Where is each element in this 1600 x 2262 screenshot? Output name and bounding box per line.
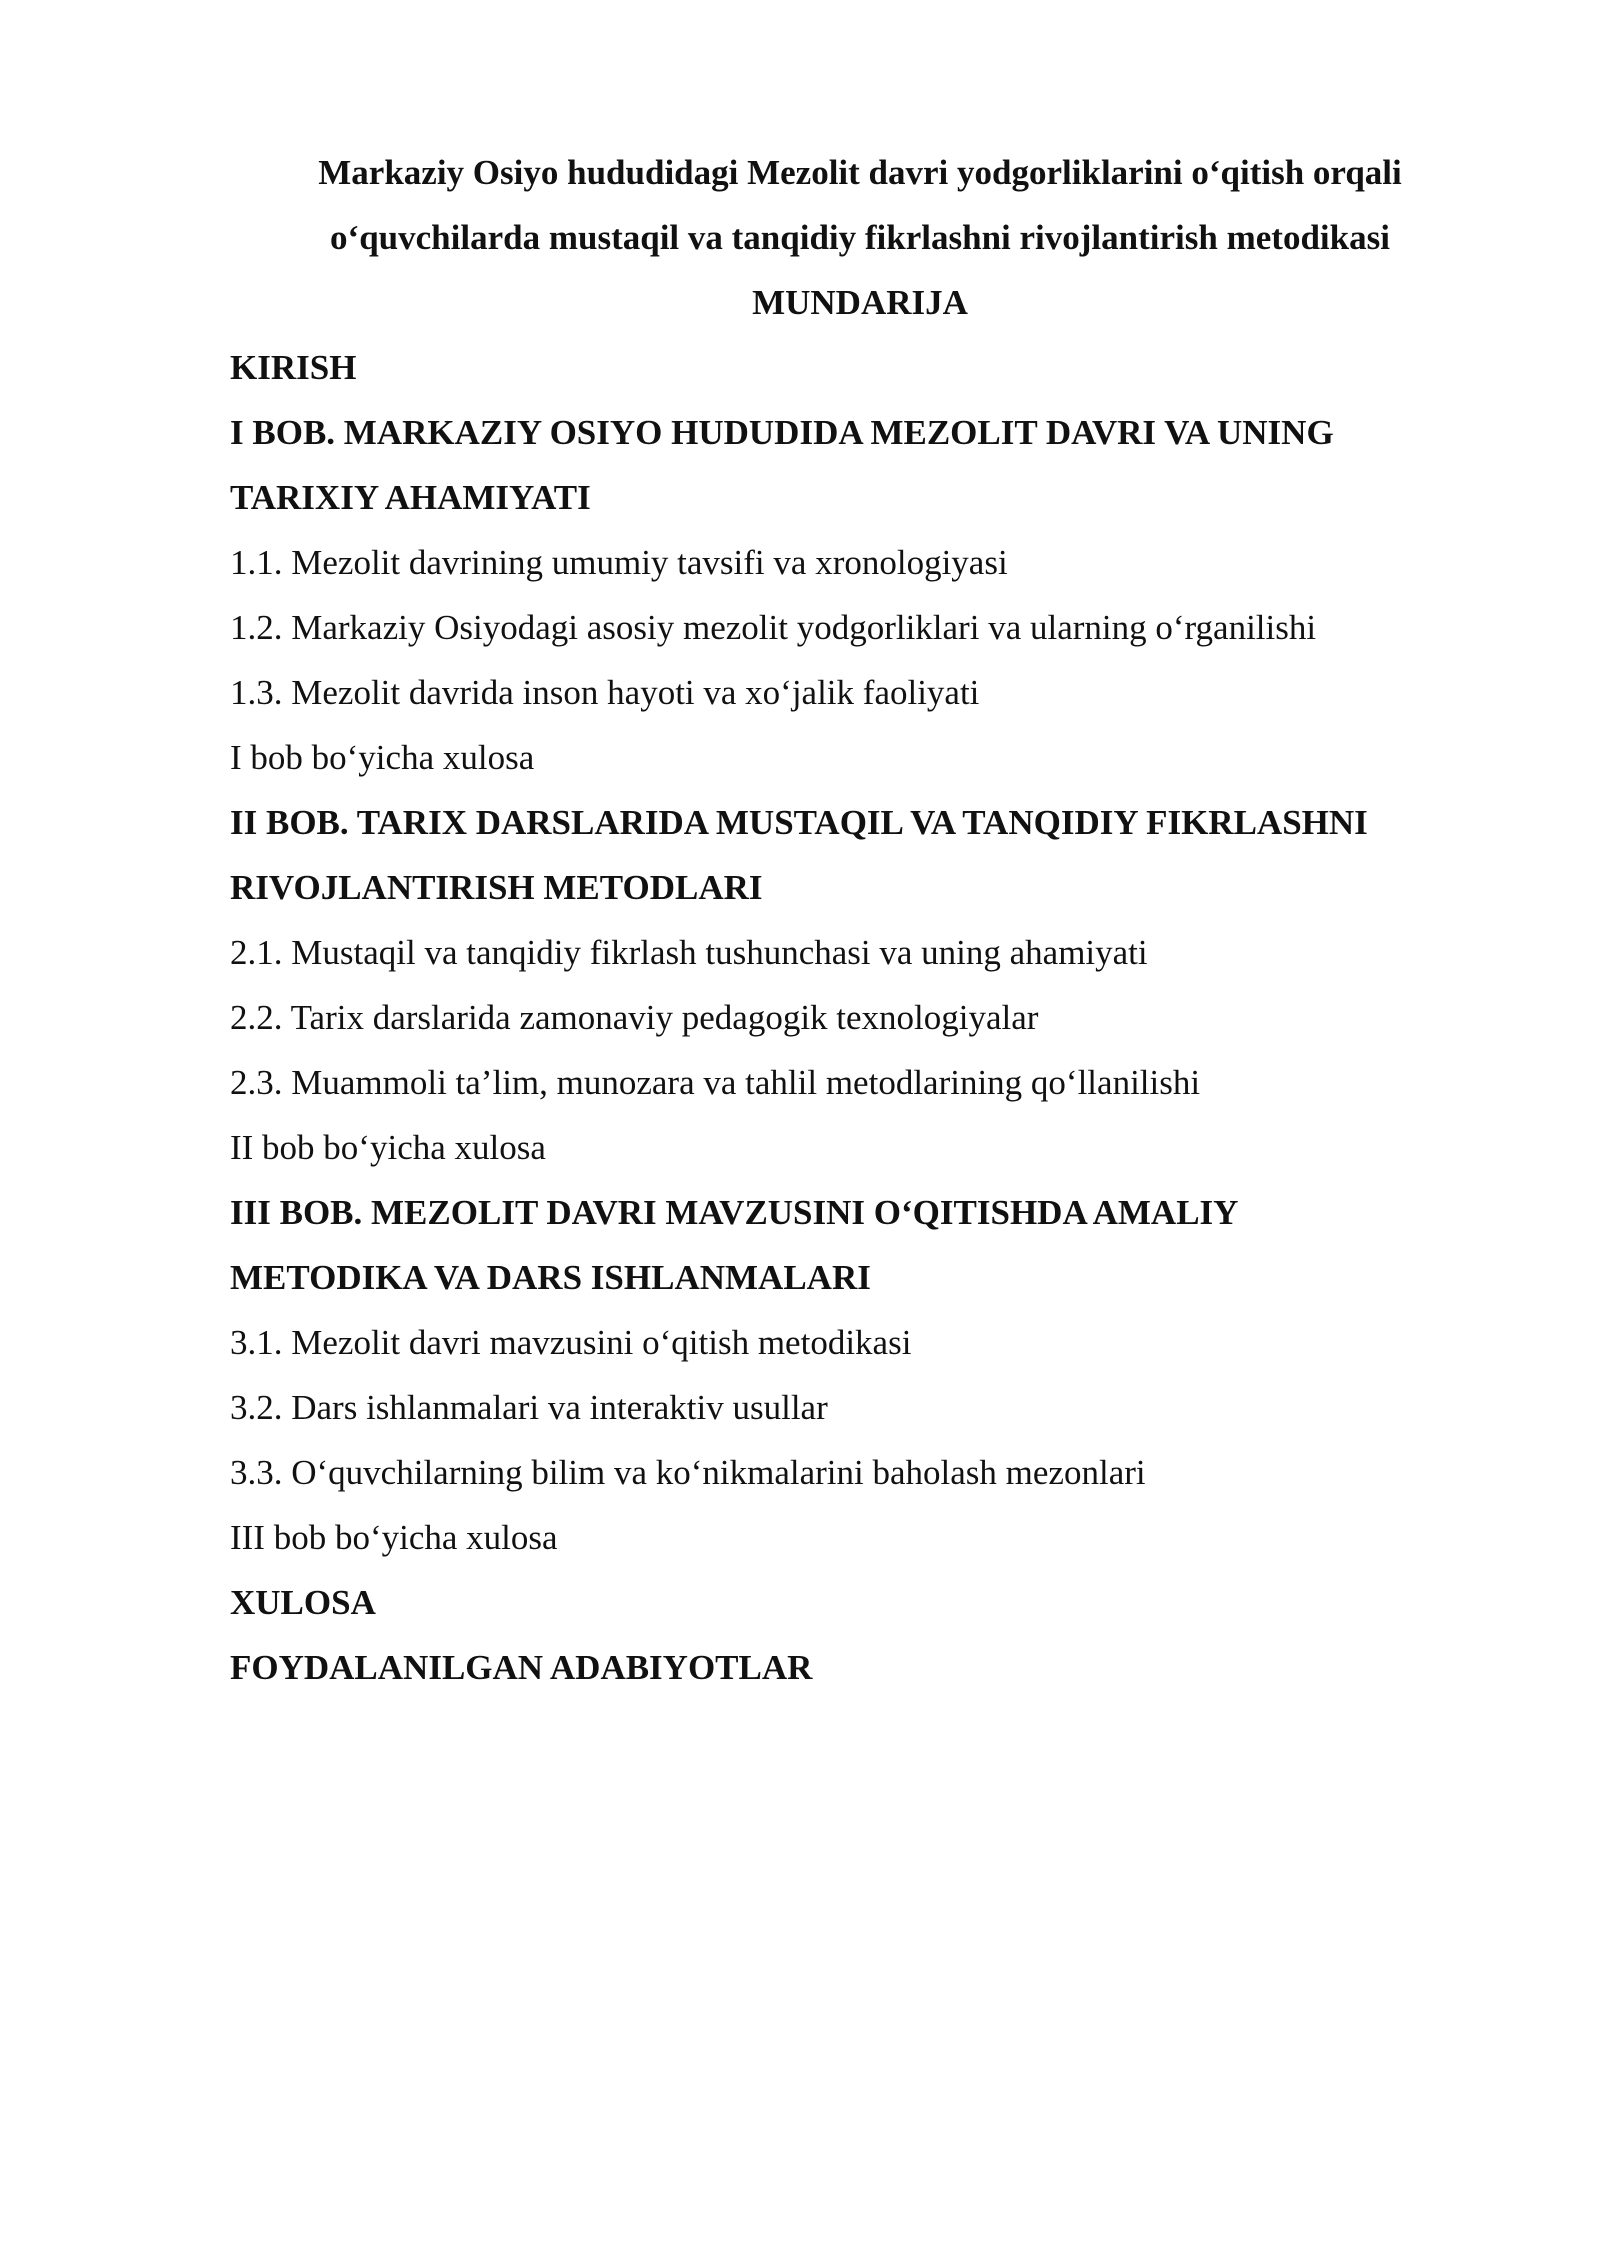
toc-heading: I BOB. MARKAZIY OSIYO HUDUDIDA MEZOLIT DAVRI VA UNING xyxy=(230,413,1334,452)
toc-heading: RIVOJLANTIRISH METODLARI xyxy=(230,868,763,907)
table-of-contents xyxy=(230,335,1550,1700)
toc-heading: II BOB. TARIX DARSLARIDA MUSTAQIL VA TANQIDIY FIKRLASHNI xyxy=(230,803,1368,842)
toc-entry: 2.3. Muammoli ta’lim, munozara va tahlil metodlarining qo‘llanilishi xyxy=(230,1063,1201,1102)
toc-entry: 2.1. Mustaqil va tanqidiy fikrlash tushunchasi va uning ahamiyati xyxy=(230,933,1148,972)
toc-heading: FOYDALANILGAN ADABIYOTLAR xyxy=(230,1648,813,1687)
toc-entry: I bob bo‘yicha xulosa xyxy=(230,738,535,777)
toc-entry: II bob bo‘yicha xulosa xyxy=(230,1128,546,1167)
toc-entry: 2.2. Tarix darslarida zamonaviy pedagogik texnologiyalar xyxy=(230,998,1039,1037)
toc-heading: KIRISH xyxy=(230,348,357,387)
toc-entry: 3.1. Mezolit davri mavzusini o‘qitish metodikasi xyxy=(230,1323,912,1362)
title-line-2: o‘quvchilarda mustaqil va tanqidiy fikrlashni rivojlantirish metodikasi xyxy=(330,218,1390,257)
toc-heading: III BOB. MEZOLIT DAVRI MAVZUSINI O‘QITISHDA AMALIY xyxy=(230,1193,1239,1232)
title-line-1: Markaziy Osiyo hududidagi Mezolit davri yodgorliklarini o‘qitish orqali xyxy=(318,153,1402,192)
contents-heading: MUNDARIJA xyxy=(752,283,968,322)
toc-entry: 1.1. Mezolit davrining umumiy tavsifi va xronologiyasi xyxy=(230,543,1008,582)
toc-entry: 3.2. Dars ishlanmalari va interaktiv usullar xyxy=(230,1388,828,1427)
toc-heading: TARIXIY AHAMIYATI xyxy=(230,478,591,517)
toc-entry: 1.2. Markaziy Osiyodagi asosiy mezolit yodgorliklari va ularning o‘rganilishi xyxy=(230,608,1317,647)
toc-heading: METODIKA VA DARS ISHLANMALARI xyxy=(230,1258,871,1297)
document-title xyxy=(230,140,1490,335)
toc-entry: III bob bo‘yicha xulosa xyxy=(230,1518,558,1557)
toc-entry: 1.3. Mezolit davrida inson hayoti va xo‘jalik faoliyati xyxy=(230,673,980,712)
toc-entry: 3.3. O‘quvchilarning bilim va ko‘nikmalarini baholash mezonlari xyxy=(230,1453,1146,1492)
toc-heading: XULOSA xyxy=(230,1583,376,1622)
